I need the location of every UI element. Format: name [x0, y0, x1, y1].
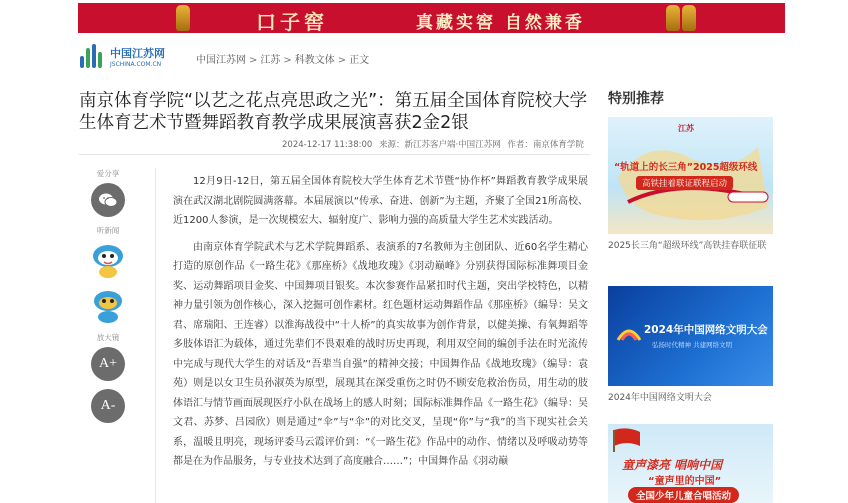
article-author: 作者：南京体育学院 [507, 140, 584, 150]
recommend-title: 特别推荐 [608, 91, 664, 107]
listen-news-button[interactable] [87, 240, 129, 280]
recommend-card[interactable] [608, 117, 773, 254]
recommend-image[interactable] [608, 286, 773, 386]
article-meta [282, 138, 588, 150]
recommend-image[interactable] [608, 117, 773, 234]
breadcrumb [196, 51, 369, 66]
title-divider [79, 154, 590, 155]
card-image-subtitle: “童声里的中国” [648, 476, 722, 487]
breadcrumb-current: 正文 [349, 55, 370, 66]
share-toolbar [87, 168, 129, 431]
logo-domain: JSCHINA.COM.CN [110, 61, 162, 68]
top-ad-banner[interactable] [78, 3, 785, 33]
wechat-icon [98, 192, 118, 208]
zoom-out-icon: A- [100, 398, 116, 413]
liquor-bottle-icon [176, 5, 190, 31]
publish-time: 2024-12-17 11:38:00 [282, 140, 373, 150]
site-logo[interactable] [80, 42, 170, 72]
card-image-banner: 全国少年儿童合唱活动 [628, 487, 739, 503]
zoom-in-button[interactable] [91, 347, 125, 381]
article-paragraph: 12月9日-12日，第五届全国体育院校大学生体育艺术节暨“协作杯”舞蹈教育教学成果展演在武汉湖北剧院圆满落幕。本届展演以“传承、奋进、创新”为主题，齐聚了全国21所高校、近1200人参演，是一次规模宏大、辐射度广、影响力强的高质量大学生艺术实践活动。 [173, 176, 588, 226]
recommend-image[interactable] [608, 424, 773, 503]
card-image-subtitle: 弘扬时代精神 共建网络文明 [652, 341, 733, 349]
recommend-card[interactable] [608, 286, 773, 406]
mascot-icon [87, 286, 129, 326]
article-source: 来源：新江苏客户端·中国江苏网 [378, 140, 501, 150]
ad-slogan: 真藏实窖 自然兼香 [416, 13, 585, 33]
share-label: 爱分享 [96, 169, 120, 178]
wechat-share-button[interactable] [91, 183, 125, 217]
logo-mark-icon [80, 44, 104, 68]
article-paragraph: 由南京体育学院武术与艺术学院舞蹈系、表演系的7名教师为主创团队、近60名学生精心打造的原创作品《一路生花》《那座桥》《战地玫瑰》《羽动巅峰》分别获得国际标准舞项目金奖、运动舞蹈项目金奖、中国舞项目银奖。本次参赛作品紧扣时代主题，突出学校特色，以精神力量引领为创作核心，深入挖掘可创作素材。红色题材运动舞蹈作品《那座桥》（编导：吴文君、席瑞阳、王连睿）以淮海战役中“十人桥”的真实故事为创作背景，以健美操、有氧舞蹈等多肢体语汇为载体，通过先辈们不畏艰难的战时历史再现，利用双空间的编创手法在时光流传中完成与现代大学生的对话及“吾辈当自强”的精神交接；中国舞作品《战地玫瑰》（编导：袁苑）则是以女卫生员孙淑英为原型，展现其在深受重伤之时仍不顾安危救治伤员，用生动的肢体语汇与情节画面展现医疗小队在战场上的感人时刻；国际标准舞作品《一路生花》（编导：吴文君、苏梦、吕园欣）则是通过“伞”与“伞”的对比交叉，呈现“你”与“我”的当下现实社会关系，温暖且明亮，现场评委马云霞评价到：“《一路生花》作品中的动作、情绪以及呼吸动势等都是在为作品服务，与专业技术达到了高度融合……”；中国舞作品《羽动巅 [173, 241, 588, 467]
recommend-card[interactable] [608, 424, 773, 503]
column-divider [155, 168, 156, 503]
breadcrumb-separator: > [337, 55, 347, 66]
card-image-title: 童声漆亮 唱响中国 [622, 458, 723, 472]
card-image-title: 2024年中国网络文明大会 [644, 324, 768, 336]
logo-name: 中国江苏网 [110, 47, 165, 60]
card-image-subtitle: 高铁挂着联证联程启动 [636, 176, 733, 190]
ad-brand-name: 口子窖 [256, 10, 328, 33]
liquor-bottle-icon [682, 5, 696, 31]
liquor-bottle-icon [666, 5, 680, 31]
card-image-title: “轨道上的长三角”2025超级环线 [614, 162, 758, 173]
mascot-icon [87, 240, 129, 280]
flag-icon [612, 428, 642, 452]
breadcrumb-jiangsu[interactable]: 江苏 [260, 55, 281, 66]
breadcrumb-separator: > [249, 55, 258, 66]
article-title: 南京体育学院“以艺之花点亮思政之光”：第五届全国体育院校大学生体育艺术节暨舞蹈教育教学成果展演喜获2金2银 [79, 91, 588, 133]
conference-logo-icon [616, 322, 642, 344]
card-image-tag: 江苏 [678, 124, 694, 133]
article-body [173, 172, 588, 479]
breadcrumb-science-culture[interactable]: 科教文体 [294, 55, 335, 66]
recommend-caption[interactable]: 2024年中国网络文明大会 [608, 393, 712, 403]
recommend-caption[interactable]: 2025长三角“超级环线”高铁挂春联征联 [608, 241, 767, 251]
zoom-label: 放大镜 [96, 333, 120, 342]
breadcrumb-home[interactable]: 中国江苏网 [196, 55, 246, 66]
listen-news-button-alt[interactable] [87, 286, 129, 326]
listen-label: 听新闻 [96, 226, 120, 235]
zoom-out-button[interactable] [91, 389, 125, 423]
breadcrumb-separator: > [283, 55, 292, 66]
zoom-in-icon: A+ [98, 356, 117, 371]
